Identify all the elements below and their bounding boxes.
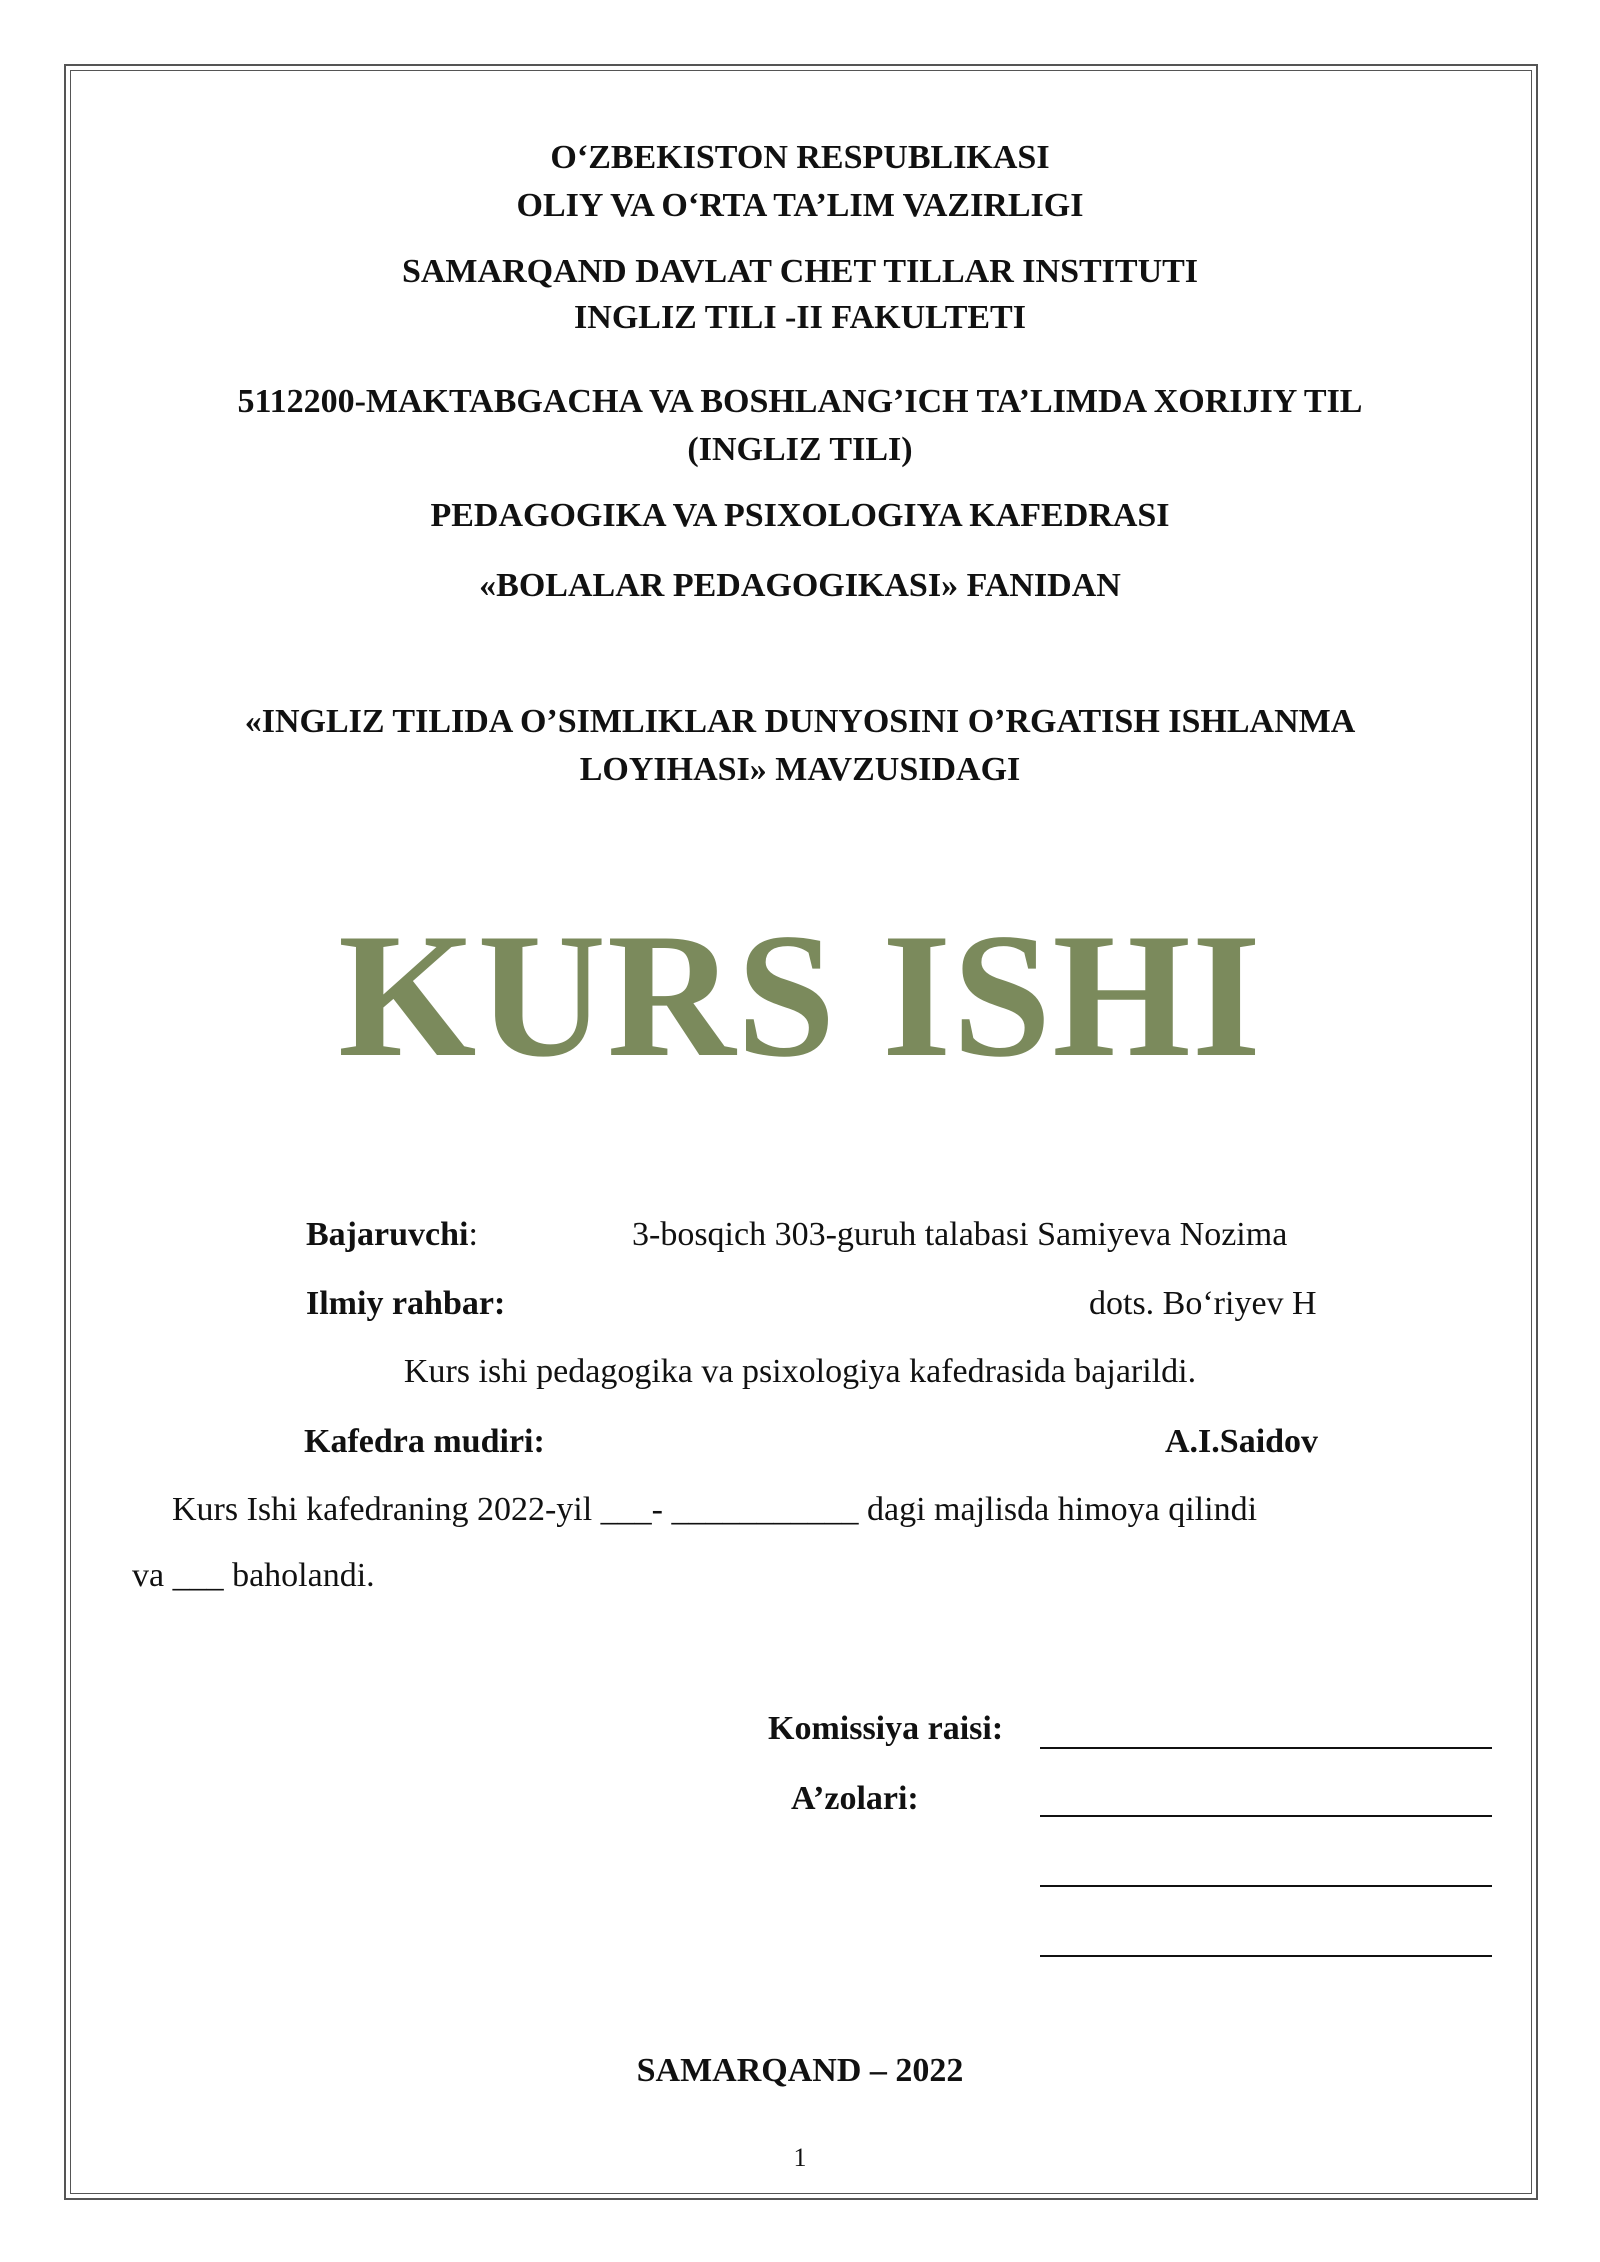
- page-number: 1: [793, 2143, 807, 2172]
- performer-colon: :: [468, 1216, 478, 1253]
- commission-chair-label: Komissiya raisi:: [768, 1710, 1004, 1747]
- department-head-label: Kafedra mudiri:: [304, 1423, 545, 1460]
- country-heading: O‘ZBEKISTON RESPUBLIKASI: [550, 139, 1050, 176]
- document-title: KURS ISHI: [337, 896, 1263, 1094]
- advisor-value: dots. Bo‘riyev H: [1089, 1285, 1317, 1322]
- advisor-label: Ilmiy rahbar:: [306, 1285, 506, 1322]
- completion-note: Kurs ishi pedagogika va psixologiya kafedrasida bajarildi.: [403, 1353, 1197, 1390]
- defense-statement-line-1: Kurs Ishi kafedraning 2022-yil ___- ___________ dagi majlisda himoya qilindi: [172, 1491, 1258, 1528]
- member-signature-line-3: [1040, 1955, 1492, 1957]
- performer-value: 3-bosqich 303-guruh talabasi Samiyeva Nozima: [632, 1216, 1288, 1253]
- performer-label-row: [306, 1211, 478, 1259]
- topic-line-2: LOYIHASI» MAVZUSIDAGI: [579, 751, 1021, 788]
- ministry-heading: OLIY VA O‘RTA TA’LIM VAZIRLIGI: [516, 187, 1084, 224]
- topic-line-1: «INGLIZ TILIDA O’SIMLIKLAR DUNYOSINI O’RGATISH ISHLANMA: [244, 703, 1356, 740]
- institute-heading: SAMARQAND DAVLAT CHET TILLAR INSTITUTI: [401, 253, 1199, 290]
- faculty-heading: INGLIZ TILI -II FAKULTETI: [574, 299, 1026, 336]
- specialty-heading: 5112200-MAKTABGACHA VA BOSHLANG’ICH TA’LIMDA XORIJIY TIL: [237, 383, 1363, 420]
- member-signature-line-1: [1040, 1815, 1492, 1817]
- members-label: A’zolari:: [791, 1780, 919, 1817]
- department-head-value: A.I.Saidov: [1165, 1423, 1319, 1460]
- defense-statement-line-2: va ___ baholandi.: [132, 1557, 375, 1594]
- commission-chair-signature-line: [1040, 1747, 1492, 1749]
- specialty-subheading: (INGLIZ TILI): [687, 431, 913, 468]
- member-signature-line-2: [1040, 1885, 1492, 1887]
- performer-label: Bajaruvchi: [306, 1216, 469, 1253]
- place-year: SAMARQAND – 2022: [636, 2052, 964, 2089]
- department-heading: PEDAGOGIKA VA PSIXOLOGIYA KAFEDRASI: [430, 497, 1170, 534]
- subject-heading: «BOLALAR PEDAGOGIKASI» FANIDAN: [479, 567, 1121, 604]
